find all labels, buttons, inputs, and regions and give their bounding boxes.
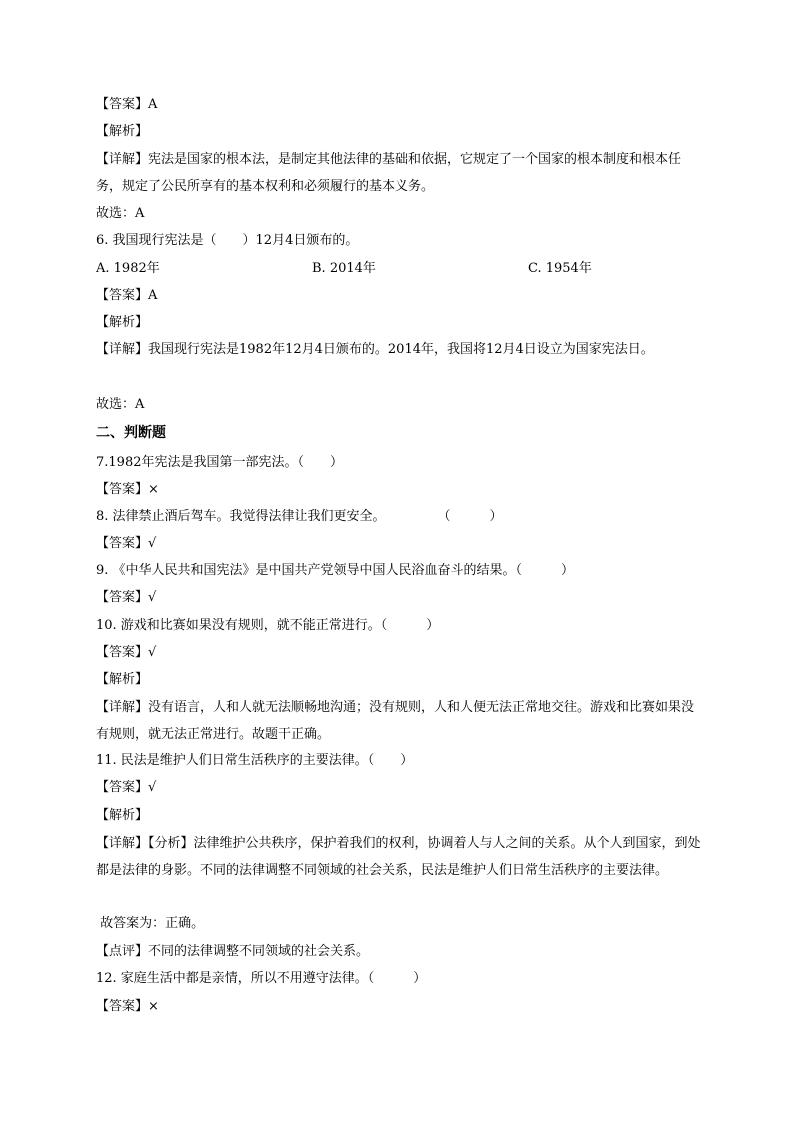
answer-line: 【答案】A	[96, 288, 158, 303]
question-12: 12. 家庭生活中都是亲情，所以不用遵守法律。（ ）	[96, 971, 427, 986]
answer-line: 【答案】√	[96, 536, 157, 551]
question-11: 11. 民法是维护人们日常生活秩序的主要法律。（ ）	[96, 753, 414, 768]
answer-line: 【答案】√	[96, 590, 157, 605]
question-6: 6. 我国现行宪法是（ ）12月4日颁布的。	[96, 233, 359, 248]
explanation-paragraph: 【详解】宪法是国家的根本法，是制定其他法律的基础和依据，它规定了一个国家的根本制度和根本任务，规定了公民所享有的基本权利和必须履行的基本义务。	[96, 152, 682, 194]
comment-line: 【点评】不同的法律调整不同领域的社会关系。	[96, 944, 370, 959]
choice-line: 故选：A	[96, 397, 145, 412]
answer-line: 【答案】×	[96, 482, 159, 497]
question-10: 10. 游戏和比赛如果没有规则，就不能正常进行。（ ）	[96, 618, 440, 633]
answer-line: 【答案】A	[96, 97, 158, 112]
option-c: C. 1954年	[528, 261, 592, 276]
explanation-line: 【详解】我国现行宪法是1982年12月4日颁布的。2014年，我国将12月4日设立为国家宪法日。	[96, 342, 654, 357]
explanation-paragraph: 【详解】【分析】法律维护公共秩序，保护着我们的权利，协调着人与人之间的关系。从个人到国家，到处都是法律的身影。不同的法律调整不同领域的社会关系，民法是维护人们日常生活秩序的主要法律。	[96, 836, 701, 878]
analysis-label: 【解析】	[96, 315, 149, 330]
section-heading: 二、判断题	[96, 425, 166, 441]
question-9: 9. 《中华人民共和国宪法》是中国共产党领导中国人民浴血奋斗的结果。（ ）	[96, 563, 575, 578]
option-a: A. 1982年	[96, 261, 160, 276]
question-7: 7.1982年宪法是我国第一部宪法。（ ）	[96, 455, 343, 470]
explanation-paragraph: 【详解】没有语言，人和人就无法顺畅地沟通；没有规则，人和人便无法正常地交往。游戏和比赛如果没有规则，就无法正常进行。故题干正确。	[96, 700, 695, 742]
answer-line: 【答案】√	[96, 780, 157, 795]
conclusion-line: 故答案为：正确。	[96, 916, 205, 931]
answer-line: 【答案】√	[96, 645, 157, 660]
choice-line: 故选：A	[96, 206, 145, 221]
answer-line: 【答案】×	[96, 999, 159, 1014]
analysis-label: 【解析】	[96, 672, 149, 687]
analysis-label: 【解析】	[96, 808, 149, 823]
option-b: B. 2014年	[312, 261, 376, 276]
question-8: 8. 法律禁止酒后驾车。我觉得法律让我们更安全。 （ ）	[96, 509, 503, 524]
analysis-label: 【解析】	[96, 124, 149, 139]
